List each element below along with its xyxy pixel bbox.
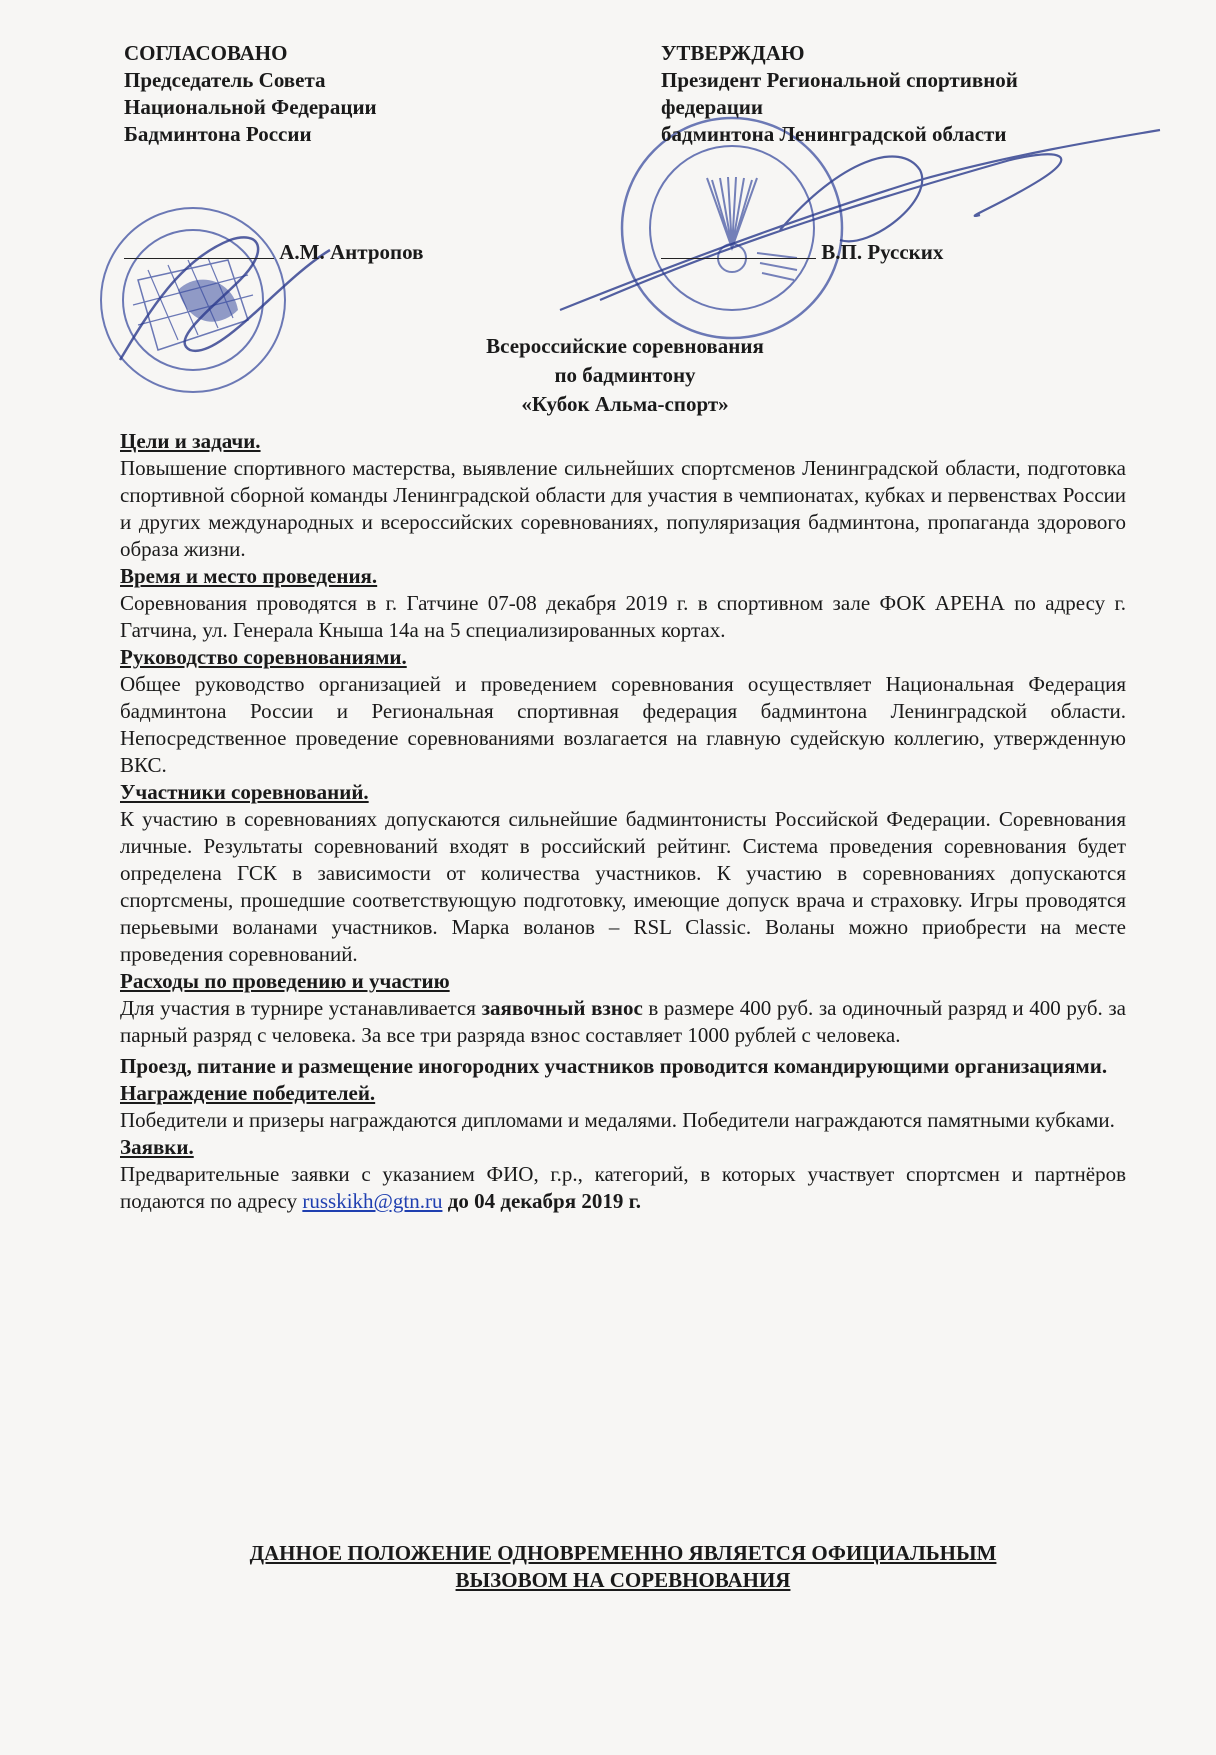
- fee-text: Для участия в турнире устанавливается: [120, 996, 482, 1020]
- approved-label: УТВЕРЖДАЮ: [661, 41, 805, 65]
- notice-line: ВЫЗОВОМ НА СОРЕВНОВАНИЯ: [455, 1568, 791, 1592]
- fee-text: в размере 400 руб. за одиночный разряд и 400 руб. за парный разряд с человека. За все три разряда взнос составляет 1000 рублей с человека.: [120, 996, 1126, 1047]
- agreed-label: СОГЛАСОВАНО: [124, 41, 288, 65]
- signatory-name: В.П. Русских: [821, 240, 944, 264]
- position-line: бадминтона Ленинградской области: [661, 122, 1007, 146]
- section-heading: Участники соревнований.: [120, 780, 369, 804]
- section-text: Победители и призеры награждаются дипломами и медалями. Победители награждаются памятными кубками.: [120, 1108, 1115, 1132]
- position-line: Бадминтона России: [124, 122, 312, 146]
- section-text: [120, 1161, 1126, 1215]
- signature-line: [124, 258, 274, 259]
- title-line: по бадминтону: [554, 363, 696, 387]
- section-text: Соревнования проводятся в г. Гатчине 07-08 декабря 2019 г. в спортивном зале ФОК АРЕНА по адресу г. Гатчина, ул. Генерала Кныша 14а на 5 специализированных кортах.: [120, 591, 1126, 642]
- section-heading: Время и место проведения.: [120, 564, 378, 588]
- section-heading: Заявки.: [120, 1135, 194, 1159]
- signatory-name: А.М. Антропов: [279, 240, 424, 264]
- email-link[interactable]: russkikh@gtn.ru: [302, 1189, 443, 1213]
- applications-text: Предварительные заявки с указанием ФИО, г.р., категорий, в которых участвует спортсмен и партнёров подаются по адресу: [120, 1162, 1126, 1213]
- section-text: [120, 995, 1126, 1049]
- signature-line: [661, 258, 816, 259]
- section-heading: Цели и задачи.: [120, 429, 261, 453]
- title-line: «Кубок Альма-спорт»: [521, 392, 729, 416]
- approval-block-left: [124, 40, 377, 148]
- section-heading: Награждение победителей.: [120, 1081, 376, 1105]
- fee-term: заявочный взнос: [481, 996, 643, 1020]
- approval-block-right: [661, 40, 1018, 148]
- section-text: Повышение спортивного мастерства, выявление сильнейших спортсменов Ленинградской области, подготовка спортивной сборной команды Ленинградской области для участия в чемпионатах, кубках и первенствах России и других международных и всероссийских соревнованиях, популяризация бадминтона, пропаганда здорового образа жизни.: [120, 456, 1126, 561]
- section-text: Общее руководство организацией и проведением соревнования осуществляет Национальная Федерация бадминтона России и Региональная спортивная федерация бадминтона Ленинградской области. Непосредственное проведение соревнованиями возлагается на главную судейскую коллегию, утвержденную ВКС.: [120, 672, 1126, 777]
- document-body: [120, 428, 1126, 1215]
- document-title: [400, 332, 850, 419]
- signature-row-left: [124, 240, 423, 265]
- official-call-notice: [120, 1540, 1126, 1594]
- position-line: Национальной Федерации: [124, 95, 377, 119]
- position-line: федерации: [661, 95, 763, 119]
- title-line: Всероссийские соревнования: [486, 334, 764, 358]
- notice-line: ДАННОЕ ПОЛОЖЕНИЕ ОДНОВРЕМЕННО ЯВЛЯЕТСЯ ОФИЦИАЛЬНЫМ: [249, 1541, 997, 1565]
- position-line: Президент Региональной спортивной: [661, 68, 1018, 92]
- section-text: К участию в соревнованиях допускаются сильнейшие бадминтонисты Российской Федерации. Соревнования личные. Результаты соревнований входят в российский рейтинг. Система проведения соревнования будет определена ГСК в зависимости от количества участников. К участию в соревнованиях допускаются спортсмены, прошедшие соответствующую подготовку, имеющие допуск врача и страховку. Игры проводятся перьевыми воланами участников. Марка воланов – RSL Classic. Воланы можно приобрести на месте проведения соревнований.: [120, 807, 1126, 966]
- section-heading: Расходы по проведению и участию: [120, 969, 450, 993]
- travel-note: Проезд, питание и размещение иногородних участников проводится командирующими организациями.: [120, 1054, 1108, 1078]
- signature-icon: [540, 120, 1180, 330]
- signature-row-right: [661, 240, 943, 265]
- position-line: Председатель Совета: [124, 68, 326, 92]
- section-heading: Руководство соревнованиями.: [120, 645, 407, 669]
- deadline-text: до 04 декабря 2019 г.: [442, 1189, 642, 1213]
